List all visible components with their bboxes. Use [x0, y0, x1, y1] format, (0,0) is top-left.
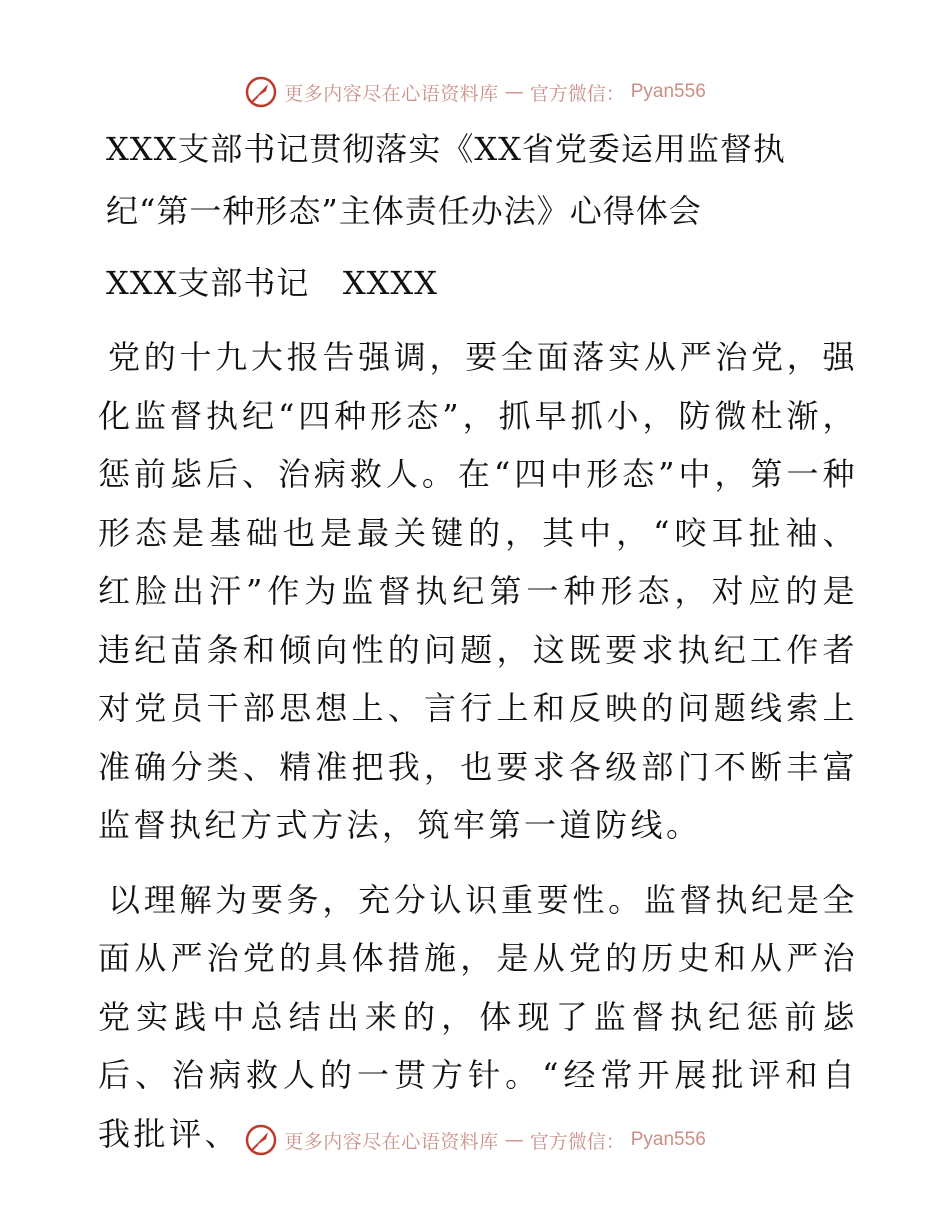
header-banner — [0, 72, 950, 112]
banner-text: 更多内容尽在心语资料库 — [284, 82, 499, 105]
footer-banner-text: 更多内容尽在心语资料库 — [284, 1130, 499, 1153]
footer-banner-wechat-id: Pyan556 — [630, 1129, 706, 1150]
footer-banner-wechat-label: 官方微信： — [529, 1130, 625, 1153]
paragraph-1: 党的十九大报告强调，要全面落实从严治党，强化监督执纪“四种形态”，抓早抓小，防微杜渐，惩前毖后、治病救人。在“四中形态”中，第一种形态是基础也是最关键的，其中，“咬耳扯袖、红脸出汗”作为监督执纪第一种形态，对应的是违纪苗条和倾向性的问题，这既要求执纪工作者对党员干部思想上、言行上和反映的问题线索上准确分类、精准把我，也要求各级部门不断丰富监督执纪方式方法，筑牢第一道防线。 — [98, 338, 858, 844]
quill-logo-icon — [244, 75, 278, 109]
quill-logo-icon — [244, 1123, 278, 1157]
paragraph-2: 以理解为要务，充分认识重要性。监督执纪是全面从严治党的具体措施，是从党的历史和从严治党实践中总结出来的，体现了监督执纪惩前毖后、治病救人的一贯方针。“经常开展批评和自我批评、 — [98, 880, 858, 1153]
banner-wechat-label: 官方微信： — [529, 82, 625, 105]
footer-banner-dash: — — [504, 1129, 524, 1151]
document-author: XXX支部书记 XXXX — [106, 264, 438, 302]
banner-wechat-id: Pyan556 — [630, 81, 706, 102]
document-title: XXX支部书记贯彻落实《XX省党委运用监督执纪“第一种形态”主体责任办法》心得体会 — [106, 130, 786, 230]
footer-banner — [0, 1120, 950, 1160]
document-body — [98, 118, 858, 1163]
banner-dash: — — [504, 81, 524, 103]
